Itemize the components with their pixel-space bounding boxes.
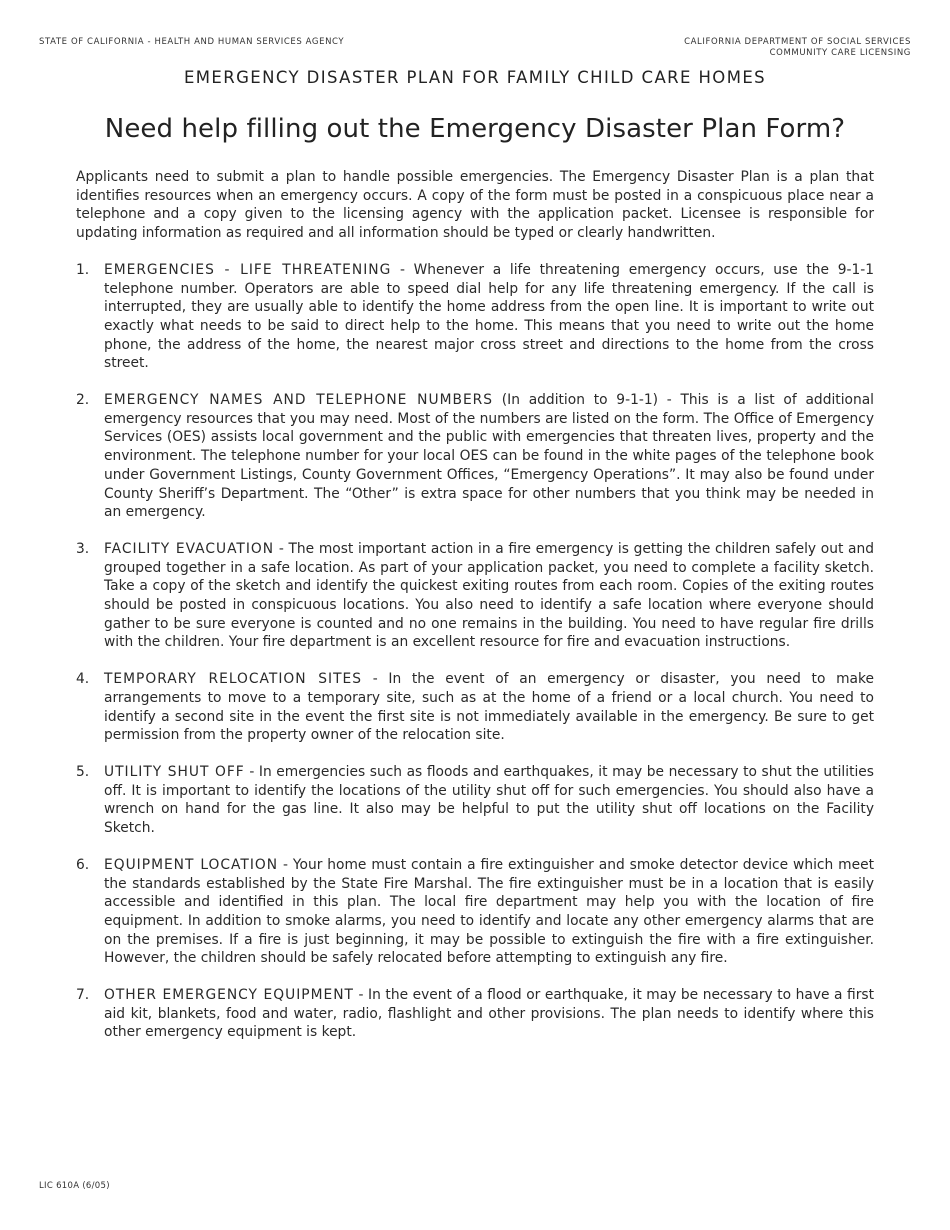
item-title: OTHER EMERGENCY EQUIPMENT [104,987,354,1004]
item-text: - In emergencies such as floods and earthquakes, it may be necessary to shut the utilities off. It is important to identify the locations of the utility shut off for such emergencies. You should also have a wrench on hand for the gas line. It also may be helpful to put the utility shut off locations on the Facility Sketch. [104,763,874,837]
intro-paragraph: Applicants need to submit a plan to handle possible emergencies. The Emergency Disaster Plan is a plan that identifies resources when an emergency occurs. A copy of the form must be posted in a conspicuous place near a telephone and a copy given to the licensing agency with the application packet. Licensee is responsible for updating information as required and all information should be typed or clearly handwritten. [76,169,874,242]
list-item [76,261,874,373]
item-title: TEMPORARY RELOCATION SITES [104,671,362,688]
list-item [76,670,874,745]
item-title: EQUIPMENT LOCATION [104,856,279,873]
item-text: - The most important action in a fire emergency is getting the children safely out and grouped together in a safe location. As part of your application packet, you need to complete a facility sketch. Take a copy of the sketch and identify the quickest exiting routes from each room. Copies of the exiting routes should be posted in conspicuous locations. You also need to identify a safe location where everyone should gather to be sure everyone is counted and no one remains in the building. You need to have regular fire drills with the children. Your fire department is an excellent resource for fire and evacuation instructions. [104,540,875,651]
item-title: UTILITY SHUT OFF [104,763,245,780]
division-name: COMMUNITY CARE LICENSING [769,48,911,58]
help-heading: Need help filling out the Emergency Disaster Plan Form? [104,114,846,144]
form-number: LIC 610A (6/05) [39,1181,110,1191]
list-item [76,986,874,1042]
item-title: EMERGENCY NAMES AND TELEPHONE NUMBERS [104,392,494,409]
agency-header: STATE OF CALIFORNIA - HEALTH AND HUMAN SERVICES AGENCY [39,37,345,47]
list-item [76,540,874,652]
item-number: 5. [76,763,90,780]
instructions-body [76,168,874,1060]
form-title: EMERGENCY DISASTER PLAN FOR FAMILY CHILD CARE HOMES [183,68,767,87]
department-header [684,37,911,59]
item-number: 1. [76,261,90,278]
list-item [76,856,874,968]
item-number: 6. [76,856,90,873]
item-text: - Your home must contain a fire extinguisher and smoke detector device which meet the standards established by the State Fire Marshal. The fire extinguisher must be in a location that is easily accessible and identified in this plan. The local fire department may help you with the location of fire equipment. In addition to smoke alarms, you need to identify and locate any other emergency alarms that are on the premises. If a fire is just beginning, it may be possible to extinguish the fire with a fire extinguisher. However, the children should be safely relocated before attempting to extinguish any fire. [104,856,874,967]
list-item [76,763,874,838]
item-text: (In addition to 9-1-1) - This is a list of additional emergency resources that you may need. Most of the numbers are listed on the form. The Office of Emergency Services (OES) assists local government and the public with emergencies that threaten lives, property and the environment. The telephone number for your local OES can be found in the white pages of the telephone book under Government Listings, County Government Offices, “Emergency Operations”. It may also be found under County Sheriff’s Department. The “Other” is extra space for other numbers that you think may be needed in an emergency. [104,392,874,521]
item-text: - Whenever a life threatening emergency occurs, use the 9-1-1 telephone number. Operators are able to speed dial help for any life threatening emergency. If the call is interrupted, they are usually able to identify the home address from the open line. It is important to write out exactly what needs to be said to direct help to the home. This means that you need to write out the home phone, the address of the home, the nearest major cross street and directions to the home from the cross street. [104,261,874,372]
item-text: - In the event of a flood or earthquake, it may be necessary to have a first aid kit, blankets, food and water, radio, flashlight and other provisions. The plan needs to identify where this other emergency equipment is kept. [104,987,874,1041]
department-name: CALIFORNIA DEPARTMENT OF SOCIAL SERVICES [684,37,911,47]
item-number: 7. [76,987,90,1004]
item-number: 4. [76,671,90,688]
item-text: - In the event of an emergency or disaster, you need to make arrangements to move to a temporary site, such as at the home of a friend or a local church. You need to identify a second site in the event the first site is not immediately available in the emergency. Be sure to get permission from the property owner of the relocation site. [104,671,874,744]
list-item [76,391,874,522]
item-title: FACILITY EVACUATION [104,540,275,557]
item-number: 3. [76,540,90,557]
item-number: 2. [76,392,90,409]
item-title: EMERGENCIES - LIFE THREATENING [104,261,392,278]
